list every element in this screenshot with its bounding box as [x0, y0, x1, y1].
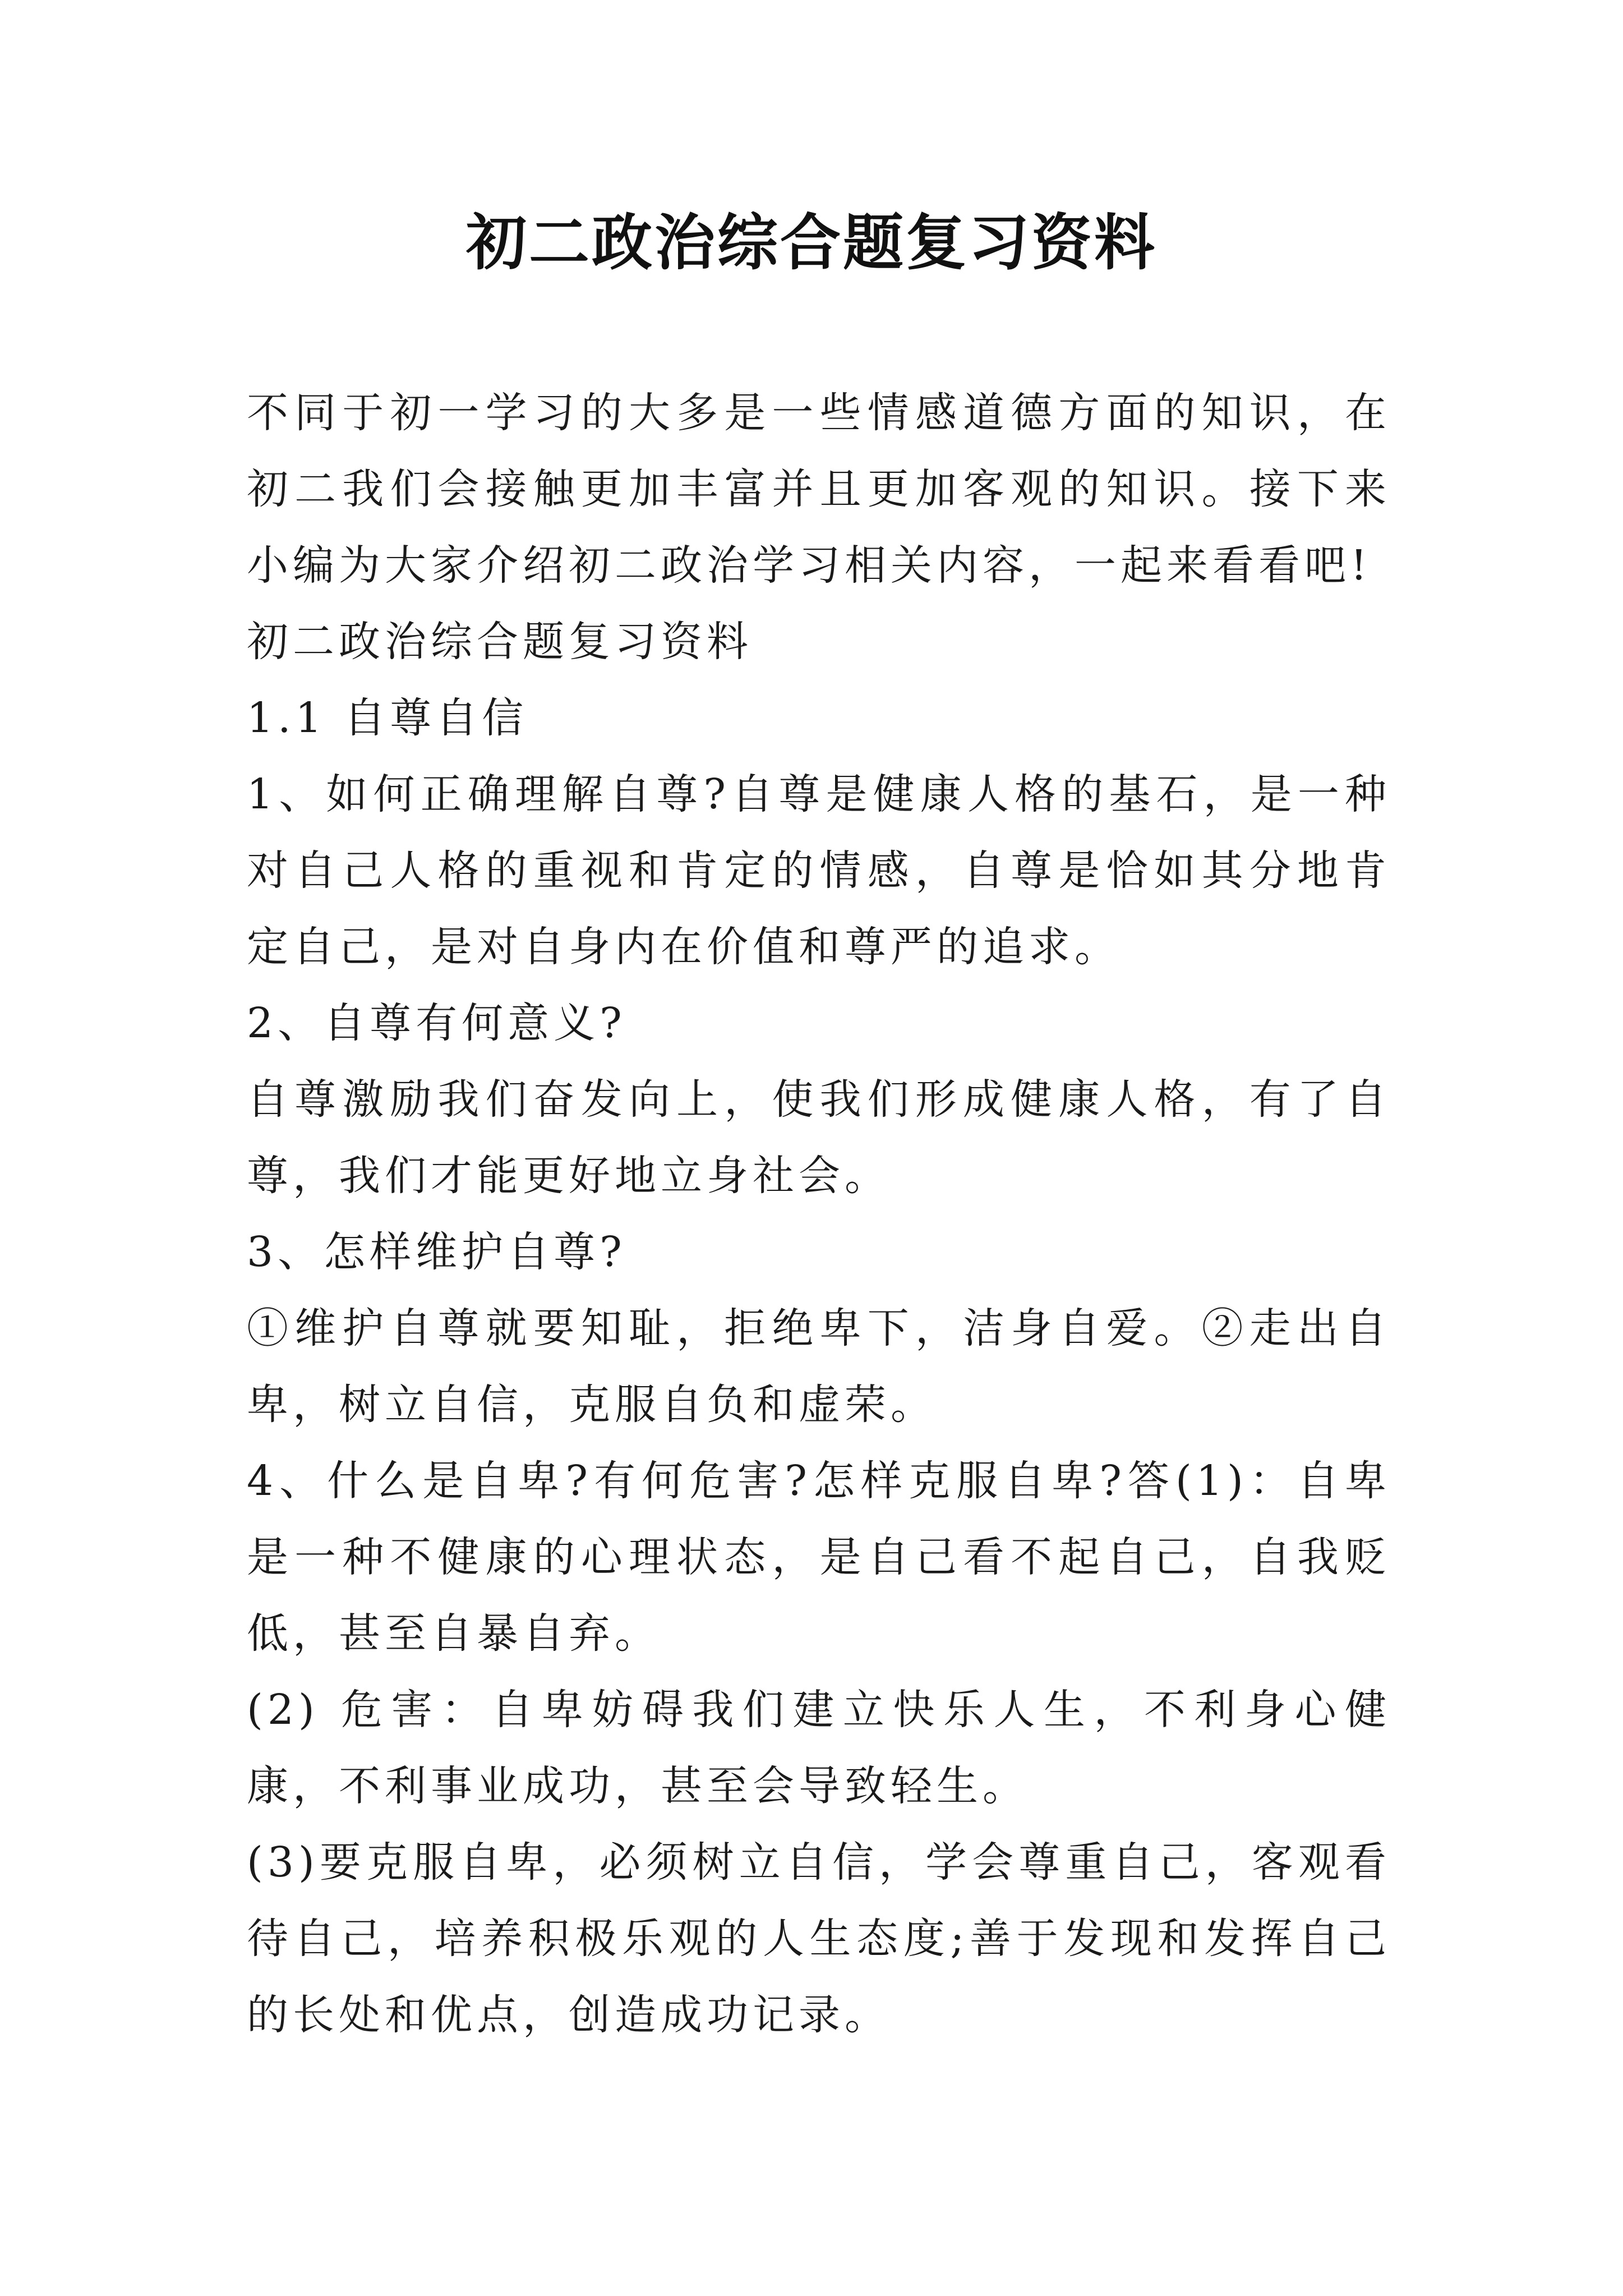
subsection-heading: 1.1 自尊自信	[247, 694, 528, 742]
answer-4-part-3: (3)要克服自卑，必须树立自信，学会尊重自己，客观看待自己，培养积极乐观的人生态度;善于发现和发挥自己的长处和优点，创造成功记录。	[247, 1838, 1391, 2039]
question-4-paragraph: 4、什么是自卑?有何危害?怎样克服自卑?答(1)：自卑是一种不健康的心理状态，是自己看不起自己，自我贬低，甚至自暴自弃。	[247, 1457, 1391, 1658]
answer-2-paragraph: 自尊激励我们奋发向上，使我们形成健康人格，有了自尊，我们才能更好地立身社会。	[247, 1075, 1391, 1200]
question-2-heading: 2、自尊有何意义?	[247, 999, 626, 1047]
question-1-paragraph: 1、如何正确理解自尊?自尊是健康人格的基石，是一种对自己人格的重视和肯定的情感，自尊是恰如其分地肯定自己，是对自身内在价值和尊严的追求。	[247, 770, 1391, 971]
document-title: 初二政治综合题复习资料	[465, 208, 1157, 278]
section-heading: 初二政治综合题复习资料	[247, 618, 753, 666]
document-body	[247, 375, 1391, 2053]
intro-paragraph: 不同于初一学习的大多是一些情感道德方面的知识，在初二我们会接触更加丰富并且更加客观的知识。接下来小编为大家介绍初二政治学习相关内容，一起来看看吧!	[247, 389, 1391, 590]
answer-3-paragraph: ①维护自尊就要知耻，拒绝卑下，洁身自爱。②走出自卑，树立自信，克服自负和虚荣。	[247, 1304, 1391, 1429]
answer-4-part-2: (2) 危害：自卑妨碍我们建立快乐人生，不利身心健康，不利事业成功，甚至会导致轻生。	[247, 1686, 1391, 1810]
question-3-heading: 3、怎样维护自尊?	[247, 1228, 626, 1276]
